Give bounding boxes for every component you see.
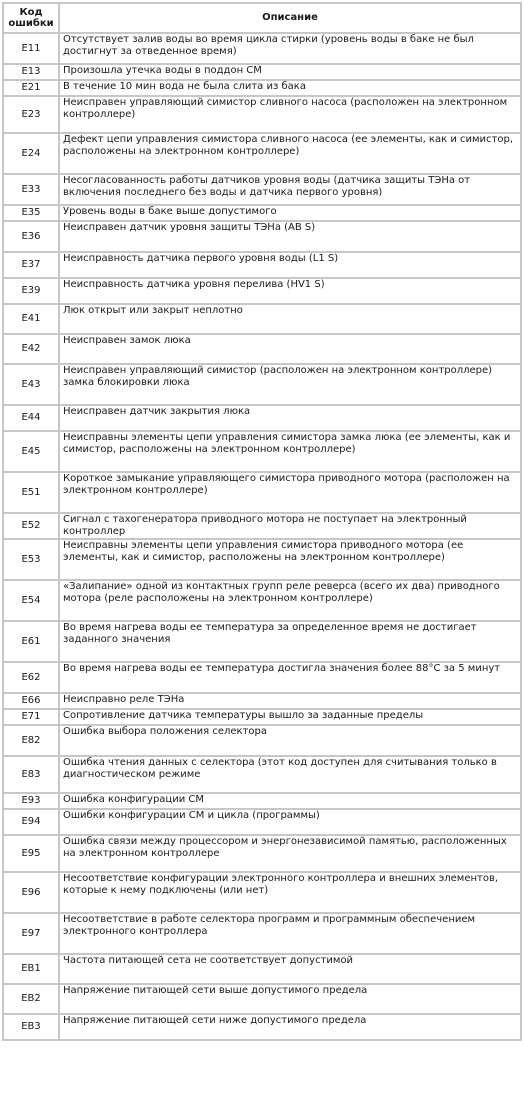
table-body [3,33,521,1040]
table-row [3,96,521,133]
error-code-cell: E42 [3,334,59,364]
table-row [3,872,521,913]
error-code-cell: E61 [3,621,59,662]
error-code-cell: E39 [3,278,59,304]
table-row [3,693,521,709]
error-description-cell: Ошибки конфигурации СМ и цикла (программы) [59,809,521,835]
header-description: Описание [59,3,521,33]
error-description-cell: Неисправен датчик закрытия люка [59,405,521,431]
table-row [3,133,521,174]
error-description-cell: Неисправность датчика уровня перелива (HV1 S) [59,278,521,304]
table-row [3,252,521,278]
error-codes-table [2,2,522,1041]
error-description-cell: Во время нагрева воды ее температура достигла значения более 88°С за 5 минут [59,662,521,693]
error-code-cell: E93 [3,793,59,809]
error-code-cell: E33 [3,174,59,205]
error-description-cell: Несогласованность работы датчиков уровня воды (датчика защиты ТЭНа от включения последнего без воды и датчика первого уровня) [59,174,521,205]
error-description-cell: Ошибка связи между процессором и энергонезависимой памятью, расположенных на электронном контроллере [59,835,521,872]
table-row [3,431,521,472]
error-description-cell: Короткое замыкание управляющего симистора приводного мотора (расположен на электронном контроллере) [59,472,521,513]
error-codes-table-container [2,2,520,1041]
error-description-cell: Произошла утечка воды в поддон СМ [59,64,521,80]
table-row [3,913,521,954]
error-code-cell: E36 [3,221,59,252]
error-code-cell: E54 [3,580,59,621]
error-description-cell: Напряжение питающей сети ниже допустимого предела [59,1014,521,1040]
error-code-cell: E96 [3,872,59,913]
error-description-cell: Уровень воды в баке выше допустимого [59,205,521,221]
error-description-cell: Отсутствует залив воды во время цикла стирки (уровень воды в баке не был достигнут за отведенное время) [59,33,521,64]
table-row [3,621,521,662]
error-code-cell: EB1 [3,954,59,984]
table-row [3,809,521,835]
error-code-cell: E95 [3,835,59,872]
error-code-cell: E41 [3,304,59,334]
table-row [3,472,521,513]
error-description-cell: Неисправность датчика первого уровня воды (L1 S) [59,252,521,278]
table-row [3,835,521,872]
table-row [3,304,521,334]
error-description-cell: Неисправны элементы цепи управления симистора приводного мотора (ее элементы, как и симистор, расположены на электронном контроллере) [59,539,521,580]
error-code-cell: E97 [3,913,59,954]
error-code-cell: E71 [3,709,59,725]
error-code-cell: E52 [3,513,59,539]
table-row [3,334,521,364]
error-description-cell: Ошибка чтения данных с селектора (этот код доступен для считывания только в диагностическом режиме [59,756,521,793]
table-row [3,662,521,693]
error-code-cell: E45 [3,431,59,472]
table-row [3,984,521,1014]
error-code-cell: E53 [3,539,59,580]
error-description-cell: В течение 10 мин вода не была слита из бака [59,80,521,96]
error-description-cell: Ошибка выбора положения селектора [59,725,521,756]
error-code-cell: E37 [3,252,59,278]
error-code-cell: E24 [3,133,59,174]
error-description-cell: Во время нагрева воды ее температура за определенное время не достигает заданного значения [59,621,521,662]
table-row [3,64,521,80]
table-row [3,793,521,809]
error-description-cell: Неисправен датчик уровня защиты ТЭНа (AB S) [59,221,521,252]
error-description-cell: Неисправен управляющий симистор (расположен на электронном контроллере) замка блокировки люка [59,364,521,405]
error-code-cell: E66 [3,693,59,709]
error-description-cell: Дефект цепи управления симистора сливного насоса (ее элементы, как и симистор, расположены на электронном контроллере) [59,133,521,174]
error-description-cell: Неисправен замок люка [59,334,521,364]
table-row [3,364,521,405]
error-description-cell: Неисправны элементы цепи управления симистора замка люка (ее элементы, как и симистор, расположены на электронном контроллере) [59,431,521,472]
error-code-cell: E13 [3,64,59,80]
error-code-cell: E43 [3,364,59,405]
table-header-row [3,3,521,33]
table-row [3,954,521,984]
table-row [3,709,521,725]
table-row [3,80,521,96]
table-row [3,174,521,205]
table-row [3,725,521,756]
error-description-cell: Неисправно реле ТЭНа [59,693,521,709]
error-description-cell: «Залипание» одной из контактных групп реле реверса (всего их два) приводного мотора (реле расположены на электронном контроллере) [59,580,521,621]
table-row [3,1014,521,1040]
table-row [3,539,521,580]
error-code-cell: E94 [3,809,59,835]
table-row [3,221,521,252]
table-row [3,580,521,621]
error-description-cell: Ошибка конфигурации СМ [59,793,521,809]
error-description-cell: Сопротивление датчика температуры вышло за заданные пределы [59,709,521,725]
error-description-cell: Несоответствие конфигурации электронного контроллера и внешних элементов, которые к нему подключены (или нет) [59,872,521,913]
error-code-cell: E11 [3,33,59,64]
error-code-cell: E23 [3,96,59,133]
table-row [3,205,521,221]
error-description-cell: Неисправен управляющий симистор сливного насоса (расположен на электронном контроллере) [59,96,521,133]
error-description-cell: Частота питающей сета не соответствует допустимой [59,954,521,984]
header-code-line1: Код [19,6,43,18]
error-code-cell: E82 [3,725,59,756]
error-description-cell: Несоответствие в работе селектора программ и программным обеспечением электронного контроллера [59,913,521,954]
header-code [3,3,59,33]
table-row [3,513,521,539]
table-row [3,405,521,431]
error-description-cell: Люк открыт или закрыт неплотно [59,304,521,334]
table-row [3,33,521,64]
error-description-cell: Напряжение питающей сети выше допустимого предела [59,984,521,1014]
table-row [3,278,521,304]
table-row [3,756,521,793]
error-code-cell: E83 [3,756,59,793]
header-code-line2: ошибки [8,18,54,29]
error-code-cell: E35 [3,205,59,221]
error-code-cell: E62 [3,662,59,693]
error-code-cell: E21 [3,80,59,96]
error-code-cell: EB2 [3,984,59,1014]
error-code-cell: EB3 [3,1014,59,1040]
error-description-cell: Сигнал с тахогенератора приводного мотора не поступает на электронный контроллер [59,513,521,539]
error-code-cell: E51 [3,472,59,513]
error-code-cell: E44 [3,405,59,431]
